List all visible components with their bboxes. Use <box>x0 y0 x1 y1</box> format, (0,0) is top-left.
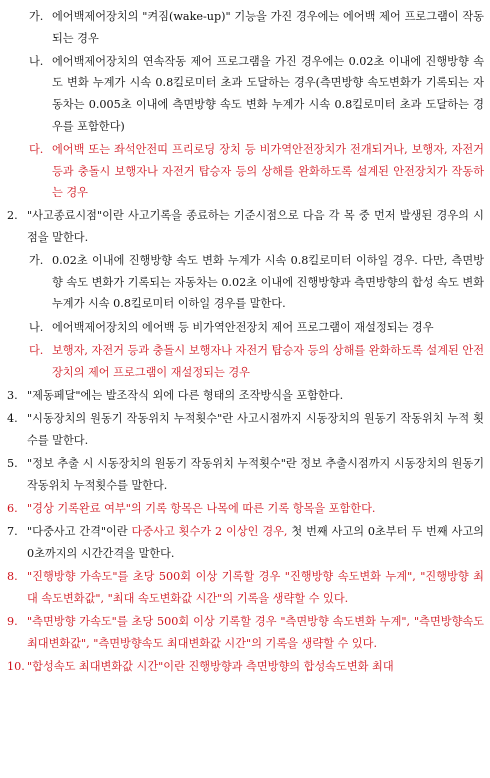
item-text: "경상 기록완료 여부"의 기록 항목은 나목에 따른 기록 항목을 포함한다. <box>27 501 376 515</box>
item-text: 0.02초 이내에 진행방향 속도 변화 누계가 시속 0.8킬로미터 이하일 경우. 다만, 측면방향 속도 변화가 기록되는 자동차는 0.02초 이내에 진행방향과 측면방향의 합성 속도 변화 누계가 시속 0.8킬로미터 이하일 경우를 말한다. <box>52 254 484 311</box>
list-item <box>6 6 484 49</box>
item-label: 나. <box>29 320 44 334</box>
item-text: 보행자, 자전거 등과 충돌시 보행자나 자전거 탑승자 등의 상해를 완화하도록 설계된 안전장치의 제어 프로그램이 재설정되는 경우 <box>52 344 484 379</box>
item-label: 8. <box>7 570 18 584</box>
list-item <box>6 205 484 248</box>
item-text: "시동장치의 원동기 작동위치 누적횟수"란 사고시점까지 시동장치의 원동기 작동위치 누적 횟수를 말한다. <box>27 412 484 447</box>
item-text: "합성속도 최대변화값 시간"이란 진행방향과 측면방향의 합성속도변화 최대 <box>27 659 394 673</box>
item-label: 가. <box>29 254 44 268</box>
item-text: 에어백 또는 좌석안전띠 프리로딩 장치 등 비가역안전장치가 전개되거나, 보행자, 자전거 등과 충돌시 보행자나 자전거 탑승자 등의 상해를 완화하도록 설계된 안전장치가 작동하는 경우 <box>52 142 484 200</box>
list-item <box>6 498 484 520</box>
item-text: "측면방향 가속도"를 초당 500회 이상 기록할 경우 "측면방향 속도변화 누계", "측면방향속도 최대변화값", "측면방향속도 최대변화값 시간"의 기록을 생략할 수 있다. <box>27 614 484 650</box>
item-text: 에어백제어장치의 연속작동 제어 프로그램을 가진 경우에는 0.02초 이내에 진행방향 속도 변화 누계가 시속 0.8킬로미터 초과 도달하는 경우(측면방향 속도변화가 기록되는 자동차는 0.005초 이내에 측면방향 속도 변화 누계가 시속 0.8킬로미터 초과 도달하는 경우를 포함한다) <box>52 54 484 133</box>
item-text-segment: "다중사고 간격"이란 <box>27 525 132 539</box>
item-text-segment: 첫 번째 사고의 0초부터 두 번째 사고의 0초까지의 시간간격을 말한다. <box>27 525 484 560</box>
list-item <box>6 453 484 496</box>
item-label: 3. <box>7 388 18 402</box>
item-text: "정보 추출 시 시동장치의 원동기 작동위치 누적횟수"란 정보 추출시점까지 시동장치의 원동기 작동위치 누적횟수를 말한다. <box>27 457 484 492</box>
list-item <box>6 521 484 564</box>
item-text-segment: 다중사고 횟수가 2 이상인 경우, <box>131 525 288 539</box>
item-text: "진행방향 가속도"를 초당 500회 이상 기록할 경우 "진행방향 속도변화 누계", "진행방향 최대 속도변화값", "최대 속도변화값 시간"의 기록을 생략할 수 있다. <box>27 570 484 605</box>
list-item <box>6 656 484 678</box>
list-item <box>6 611 484 654</box>
item-label: 가. <box>29 10 44 23</box>
list-item <box>6 139 484 204</box>
item-label: 5. <box>7 457 18 471</box>
list-item <box>6 250 484 315</box>
list-item <box>6 340 484 383</box>
list-item <box>6 408 484 451</box>
item-text: "사고종료시점"이란 사고기록을 종료하는 기준시점으로 다음 각 목 중 먼저 발생된 경우의 시점을 말한다. <box>27 209 484 244</box>
item-label: 다. <box>29 142 44 156</box>
item-label: 6. <box>7 501 18 515</box>
item-text: 에어백제어장치의 "켜짐(wake-up)" 기능을 가진 경우에는 에어백 제어 프로그램이 작동되는 경우 <box>52 10 484 45</box>
item-label: 10. <box>7 659 25 673</box>
item-label: 7. <box>7 525 18 539</box>
list-item <box>6 385 484 407</box>
list-item <box>6 317 484 339</box>
item-label: 2. <box>7 209 18 223</box>
item-text: 에어백제어장치의 에어백 등 비가역안전장치 제어 프로그램이 재설정되는 경우 <box>52 320 434 334</box>
item-text: "제동페달"에는 발조작식 외에 다른 형태의 조작방식을 포함한다. <box>27 388 344 402</box>
item-label: 4. <box>7 412 18 426</box>
item-label: 나. <box>29 54 44 68</box>
list-item <box>6 51 484 137</box>
item-label: 다. <box>29 344 44 358</box>
item-label: 9. <box>7 614 18 628</box>
list-item <box>6 566 484 609</box>
